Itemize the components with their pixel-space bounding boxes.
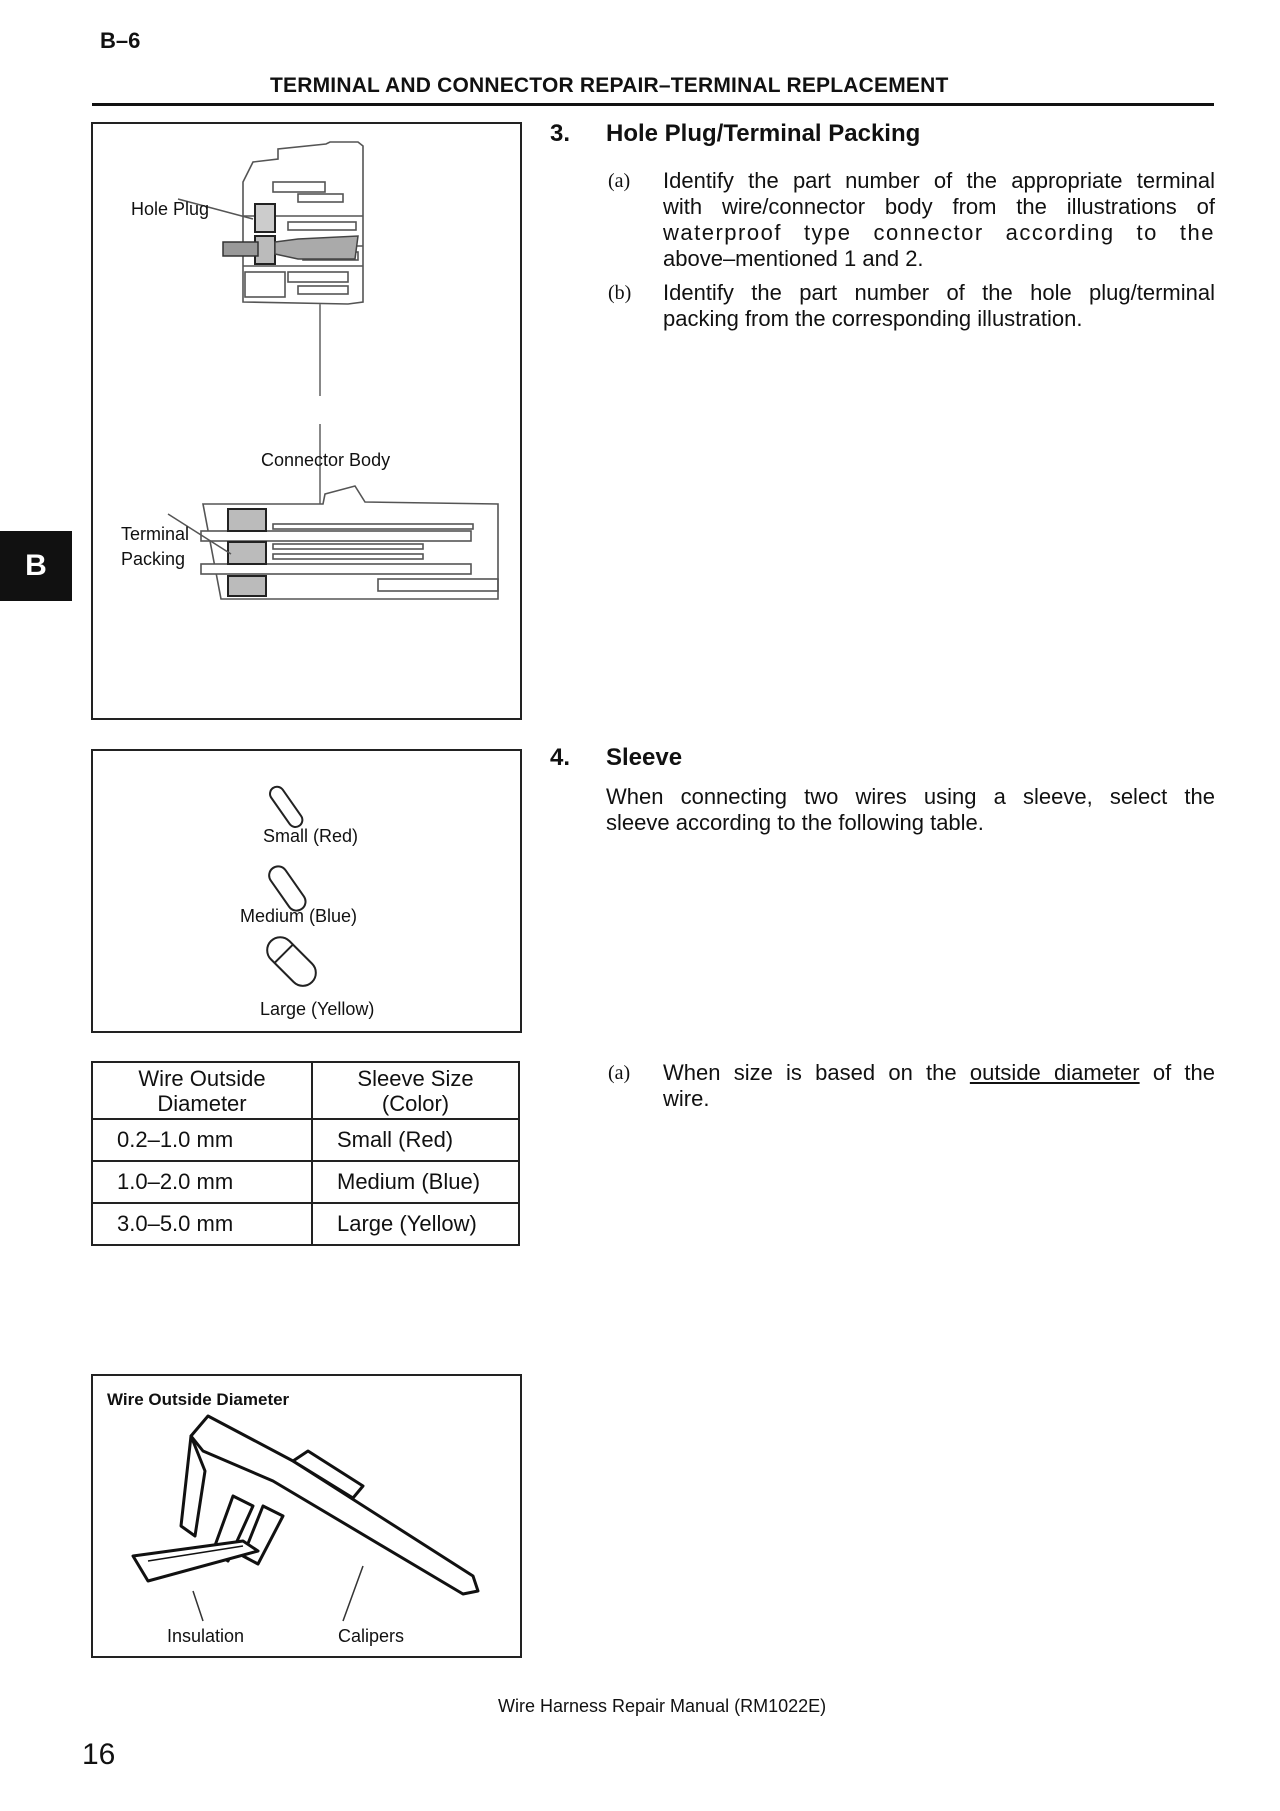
section-3-title: Hole Plug/Terminal Packing [606,120,921,147]
item-line: wire. [663,1086,710,1111]
sleeve-cell: Medium (Blue) [312,1161,519,1203]
header-rule [92,103,1214,106]
calipers-figure-title: Wire Outside Diameter [107,1390,290,1409]
header-sleeve-size: Sleeve Size (Color) [312,1062,519,1119]
section-4-number: 4. [550,744,571,771]
page-code: B–6 [100,28,141,53]
item-line: packing from the corresponding illustration. [663,306,1083,331]
sleeve-cell: Large (Yellow) [312,1203,519,1245]
item-marker: (a) [608,1062,631,1084]
diameter-cell: 1.0–2.0 mm [92,1161,312,1203]
section-tab-marker: B [0,531,72,601]
item-line: waterproof type connector according to the [663,220,1215,245]
medium-sleeve-label: Medium (Blue) [240,906,358,926]
terminal-packing-label-line1: Terminal [121,524,190,544]
table-row [92,1161,519,1203]
calipers-illustration [93,1376,520,1656]
intro-line: sleeve according to the following table. [606,810,984,835]
section-3-item-a [608,168,1215,276]
table-row [92,1203,519,1245]
item-marker: (a) [608,170,631,192]
intro-line: When connecting two wires using a sleeve, select the [606,784,1215,809]
terminal-packing-label-line2: Packing [121,549,186,569]
sleeve-size-table [91,1061,520,1246]
section-3-heading [550,120,1150,150]
sleeve-illustrations [93,751,520,1031]
manual-title: Wire Harness Repair Manual (RM1022E) [498,1696,827,1716]
small-sleeve-label: Small (Red) [263,826,359,846]
item-line: with wire/connector body from the illustrations of [663,194,1215,219]
connector-body-label: Connector Body [261,450,391,470]
diameter-cell: 0.2–1.0 mm [92,1119,312,1161]
diameter-cell: 3.0–5.0 mm [92,1203,312,1245]
header-wire-diameter: Wire Outside Diameter [92,1062,312,1119]
section-4-title: Sleeve [606,744,683,771]
sleeve-cell: Small (Red) [312,1119,519,1161]
large-sleeve-label: Large (Yellow) [260,999,375,1019]
sleeve-figure [91,749,522,1033]
item-line: above–mentioned 1 and 2. [663,246,924,271]
item-line: When size is based on the outside diameter of the [663,1060,1215,1085]
table-row [92,1119,519,1161]
calipers-label: Calipers [338,1626,405,1646]
underlined-term: outside diameter [969,1060,1140,1085]
item-line: Identify the part number of the appropriate terminal [663,168,1215,193]
item-marker: (b) [608,282,632,304]
insulation-label: Insulation [167,1626,245,1646]
section-3-item-b [608,280,1215,336]
table-header-row [92,1062,519,1119]
page-number: 16 [82,1738,116,1771]
section-title: TERMINAL AND CONNECTOR REPAIR–TERMINAL REPLACEMENT [270,74,949,97]
section-4-intro [606,784,1215,836]
section-4-heading [550,744,1150,774]
large-sleeve-icon [262,932,321,991]
section-4-item-a [608,1060,1215,1116]
calipers-figure [91,1374,522,1658]
hole-plug-label: Hole Plug [131,199,210,219]
small-sleeve-icon [267,784,305,830]
connector-figure [91,122,522,720]
section-3-number: 3. [550,120,571,147]
item-line: Identify the part number of the hole plug/terminal [663,280,1215,305]
